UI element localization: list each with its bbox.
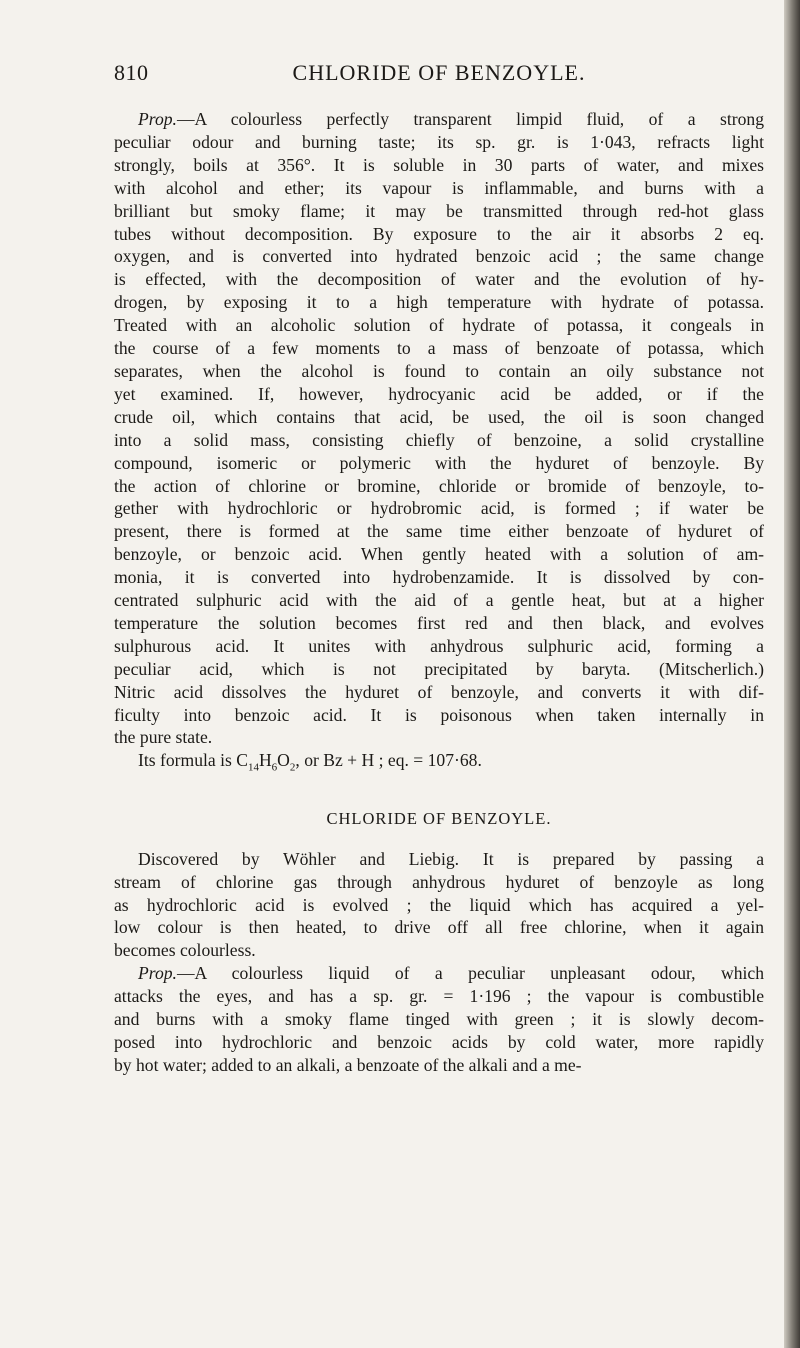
line-text: monia, it is converted into hydrobenzamide. It is dissolved by con- [114,567,764,588]
line-text: compound, isomeric or polymeric with the hyduret of benzoyle. By [114,452,764,473]
formula-sub-carbon: 14 [247,761,259,774]
text-line [114,704,764,727]
text-line [114,291,764,314]
line-text: stream of chlorine gas through anhydrous hyduret of benzoyle as long [114,871,764,892]
text-line [114,268,764,291]
line-text: tubes without decomposition. By exposure to the air it absorbs 2 eq. [114,223,764,244]
text-line [114,543,764,566]
text-line [114,681,764,704]
text-line [114,635,764,658]
line-text: yet examined. If, however, hydrocyanic acid be added, or if the [114,383,764,404]
section-heading: CHLORIDE OF BENZOYLE. [326,808,552,828]
formula-sub-hydrogen: 6 [271,761,278,774]
text-line [114,406,764,429]
line-text: low colour is then heated, to drive off all free chlorine, when it again [114,917,764,938]
body-text [114,108,764,1077]
line-text: —A colourless liquid of a peculiar unpleasant odour, which [176,963,764,984]
line-text: is effected, with the decomposition of water and the evolution of hy- [114,269,764,290]
text-line [114,566,764,589]
text-line [114,337,764,360]
line-text: present, there is formed at the same time either benzoate of hyduret of [114,521,764,542]
text-line [114,985,764,1008]
line-text: strongly, boils at 356°. It is soluble in 30 parts of water, and mixes [114,154,764,175]
text-line [114,131,764,154]
text-line [114,177,764,200]
line-text: with alcohol and ether; its vapour is inflammable, and burns with a [114,177,764,198]
text-line [114,360,764,383]
running-head: CHLORIDE OF BENZOYLE. [292,60,586,85]
paragraph-discovery [114,848,764,963]
text-line [114,1031,764,1054]
line-text: Treated with an alcoholic solution of hydrate of potassa, it congeals in [114,315,764,336]
line-text: centrated sulphuric acid with the aid of a gentle heat, but at a higher [114,590,764,611]
line-text: by hot water; added to an alkali, a benzoate of the alkali and a me- [114,1054,582,1075]
text-line [114,383,764,406]
text-line [114,916,764,939]
line-text: and burns with a smoky flame tinged with green ; it is slowly decom- [114,1009,764,1030]
page-header [114,60,764,92]
text-line [114,1008,764,1031]
text-line [114,200,764,223]
text-line [114,475,764,498]
text-line [114,894,764,917]
text-line [114,1054,764,1077]
line-text: the action of chlorine or bromine, chloride or bromide of benzoyle, to- [114,475,764,496]
formula-suffix: , or Bz + H ; eq. = 107·68. [295,750,482,771]
line-text: —A colourless perfectly transparent limpid fluid, of a strong [176,109,764,129]
formula-line [114,749,764,779]
line-text: Nitric acid dissolves the hyduret of benzoyle, and converts it with dif- [114,681,764,702]
text-line [114,939,764,962]
line-text: ficulty into benzoic acid. It is poisonous when taken internally in [114,704,764,725]
line-text: peculiar odour and burning taste; its sp. gr. is 1·043, refracts light [114,131,764,152]
text-line [114,314,764,337]
text-line [114,154,764,177]
text-line [114,223,764,246]
italic-lead: Prop. [138,963,177,984]
line-text: the course of a few moments to a mass of benzoate of potassa, which [114,338,764,359]
text-line [114,520,764,543]
formula-oxygen: O [277,750,290,771]
line-text: temperature the solution becomes first red and then black, and evolves [114,612,764,633]
paragraph-properties-hyduret [114,108,764,749]
paragraph-properties-chloride [114,962,764,1077]
line-text: crude oil, which contains that acid, be used, the oil is soon changed [114,406,764,427]
formula-sub-oxygen: 2 [289,761,296,774]
text-line [114,245,764,268]
text-line [114,612,764,635]
page-edge-shadow [784,0,800,1348]
text-line [114,871,764,894]
text-line [114,589,764,612]
line-text: into a solid mass, consisting chiefly of benzoine, a solid crystalline [114,429,764,450]
line-text: Discovered by Wöhler and Liebig. It is prepared by passing a [138,848,764,869]
text-line [114,726,764,749]
formula-hydrogen: H [258,750,272,771]
line-text: posed into hydrochloric and benzoic acids by cold water, more rapidly [114,1031,764,1052]
line-text: becomes colourless. [114,940,256,961]
line-text: sulphurous acid. It unites with anhydrous sulphuric acid, forming a [114,635,764,656]
italic-lead: Prop. [138,109,177,129]
text-line [114,497,764,520]
text-line [114,962,764,985]
text-line [114,452,764,475]
text-line [114,848,764,871]
line-text: the pure state. [114,727,213,748]
text-line [114,429,764,452]
line-text: benzoyle, or benzoic acid. When gently heated with a solution of am- [114,544,764,565]
formula-prefix: Its formula is C [138,750,248,771]
line-text: peculiar acid, which is not precipitated by baryta. (Mitscherlich.) [114,658,764,679]
line-text: gether with hydrochloric or hydrobromic acid, is formed ; if water be [114,498,764,519]
text-line [114,108,764,131]
line-text: oxygen, and is converted into hydrated benzoic acid ; the same change [114,246,764,267]
line-text: brilliant but smoky flame; it may be transmitted through red-hot glass [114,200,764,221]
line-text: as hydrochloric acid is evolved ; the liquid which has acquired a yel- [114,894,764,915]
line-text: attacks the eyes, and has a sp. gr. = 1·196 ; the vapour is combustible [114,986,764,1007]
page-number: 810 [114,60,149,85]
text-line [114,658,764,681]
line-text: drogen, by exposing it to a high temperature with hydrate of potassa. [114,292,764,313]
line-text: separates, when the alcohol is found to contain an oily substance not [114,360,764,381]
